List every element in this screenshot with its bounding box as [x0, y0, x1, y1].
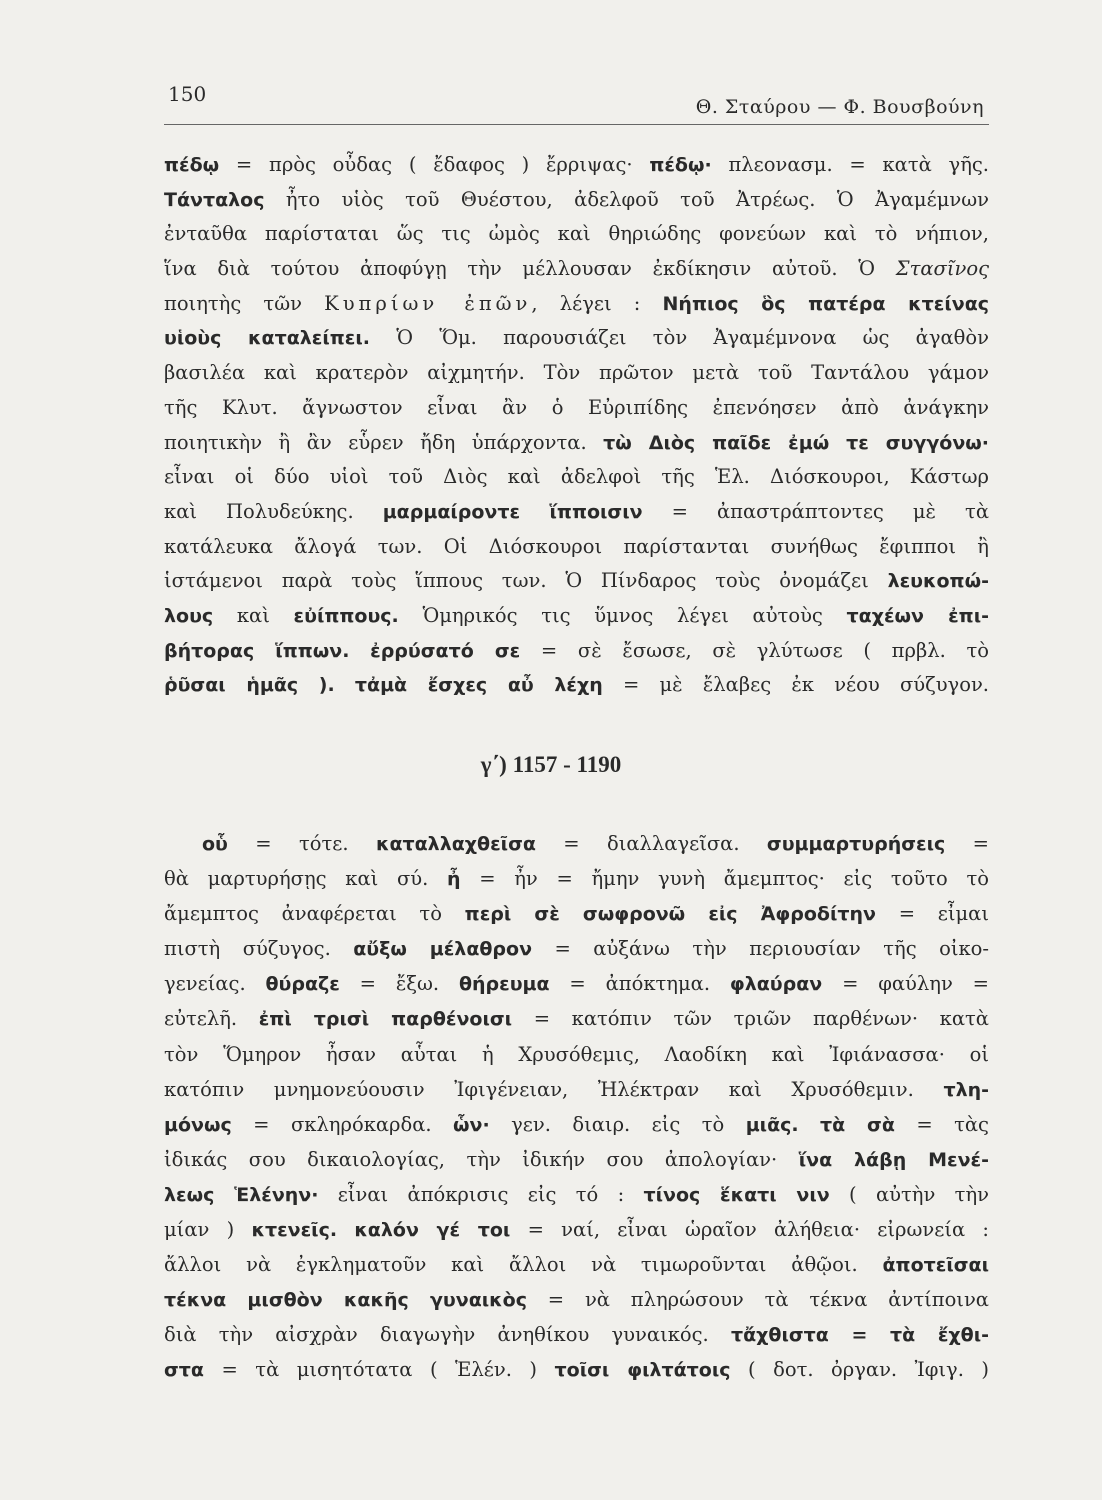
- header-rule: [164, 124, 989, 125]
- text-line: ποιητικὴν ἢ ἂν εὗρεν ἤδη ὑπάρχοντα. τὼ Διὸς παῖδε ἐμώ τε συγγόνω·: [164, 430, 989, 454]
- text-line: λους καὶ εὐίππους. Ὁμηρικός τις ὕμνος λέγει αὐτοὺς ταχέων ἐπι-: [164, 603, 989, 627]
- section-heading: γ΄) 1157 - 1190: [480, 752, 622, 777]
- page-number: 150: [168, 82, 207, 106]
- text-line: Τάνταλος ἦτο υἱὸς τοῦ Θυέστου, ἀδελφοῦ τοῦ Ἀτρέως. Ὁ Ἀγαμέμνων: [164, 187, 989, 211]
- running-head: Θ. Σταύρου — Φ. Βουσβούνη: [695, 96, 984, 118]
- text-line: ῥῦσαι ἡμᾶς ). τἀμὰ ἔσχες αὖ λέχη = μὲ ἔλαβες ἐκ νέου σύζυγον.: [164, 673, 990, 697]
- text-line: τέκνα μισθὸν κακῆς γυναικὸς = νὰ πληρώσουν τὰ τέκνα ἀντίποινα: [164, 1288, 989, 1312]
- text-line: υἱοὺς καταλείπει. Ὁ Ὅμ. παρουσιάζει τὸν Ἀγαμέμνονα ὡς ἀγαθὸν: [164, 326, 989, 350]
- text-line: εἶναι οἱ δύο υἱοὶ τοῦ Διὸς καὶ ἀδελφοὶ τῆς Ἑλ. Διόσκουροι, Κάστωρ: [164, 465, 989, 489]
- text-line: στα = τὰ μισητότατα ( Ἑλέν. ) τοῖσι φιλτάτοις ( δοτ. ὀργαν. Ἰφιγ. ): [164, 1358, 989, 1382]
- text-line: βασιλέα καὶ κρατερὸν αἰχμητήν. Τὸν πρῶτον μετὰ τοῦ Ταντάλου γάμον: [164, 361, 989, 385]
- text-line: ἱστάμενοι παρὰ τοὺς ἵππους των. Ὁ Πίνδαρος τοὺς ὀνομάζει λευκοπώ-: [164, 569, 989, 593]
- text-line: εὐτελῆ. ἐπὶ τρισὶ παρθένοισι = κατόπιν τῶν τριῶν παρθένων· κατὰ: [164, 1007, 989, 1031]
- text-line: θὰ μαρτυρήσῃς καὶ σύ. ἦ = ἦν = ἤμην γυνὴ ἄμεμπτος· εἰς τοῦτο τὸ: [164, 867, 989, 891]
- text-line: ἐνταῦθα παρίσταται ὥς τις ὠμὸς καὶ θηριώδης φονεύων καὶ τὸ νήπιον,: [164, 222, 989, 246]
- text-line: ἄμεμπτος ἀναφέρεται τὸ περὶ σὲ σωφρονῶ εἰς Ἀφροδίτην = εἶμαι: [164, 902, 989, 926]
- text-line: ἰδικάς σου δικαιολογίας, τὴν ἰδικήν σου ἀπολογίαν· ἵνα λάβῃ Μενέ-: [164, 1147, 989, 1171]
- text-line: διὰ τὴν αἰσχρὰν διαγωγὴν ἀνηθίκου γυναικός. τἄχθιστα = τὰ ἔχθι-: [164, 1323, 989, 1347]
- text-line: ποιητὴς τῶν Κυπρίων ἐπῶν, λέγει : Νήπιος ὃς πατέρα κτείνας: [164, 291, 990, 315]
- text-line: ἄλλοι νὰ ἐγκληματοῦν καὶ ἄλλοι νὰ τιμωροῦνται ἀθῷοι. ἀποτεῖσαι: [164, 1253, 989, 1277]
- text-line: γενείας. θύραζε = ἔξω. θήρευμα = ἀπόκτημα. φλαύραν = φαύλην =: [164, 972, 989, 996]
- text-line: τὸν Ὅμηρον ἦσαν αὗται ἡ Χρυσόθεμις, Λαοδίκη καὶ Ἰφιάνασσα· οἱ: [164, 1042, 989, 1066]
- commentary-block-1: [164, 148, 989, 703]
- text-line: κατάλευκα ἄλογά των. Οἱ Διόσκουροι παρίστανται συνήθως ἔφιπποι ἢ: [164, 534, 989, 558]
- commentary-block-2: [164, 826, 989, 1388]
- text-line: πιστὴ σύζυγος. αὔξω μέλαθρον = αὐξάνω τὴν περιουσίαν τῆς οἰκο-: [164, 937, 989, 961]
- text-line: ἵνα διὰ τούτου ἀποφύγῃ τὴν μέλλουσαν ἐκδίκησιν αὐτοῦ. Ὁ Στασῖνος: [164, 257, 989, 281]
- text-line: λεως Ἑλένην· εἶναι ἀπόκρισις εἰς τό : τίνος ἕκατι νιν ( αὐτὴν τὴν: [164, 1182, 989, 1206]
- text-line: μόνως = σκληρόκαρδα. ὧν· γεν. διαιρ. εἰς τὸ μιᾶς. τὰ σὰ = τὰς: [164, 1112, 989, 1136]
- text-line: βήτορας ἵππων. ἐρρύσατό σε = σὲ ἔσωσε, σὲ γλύτωσε ( πρβλ. τὸ: [164, 638, 989, 662]
- text-line: καὶ Πολυδεύκης. μαρμαίροντε ἵπποισιν = ἀπαστράπτοντες μὲ τὰ: [164, 499, 990, 523]
- text-line: μίαν ) κτενεῖς. καλόν γέ τοι = ναί, εἶναι ὡραῖον ἀλήθεια· εἰρωνεία :: [164, 1218, 989, 1242]
- text-line: οὗ = τότε. καταλλαχθεῖσα = διαλλαγεῖσα. συμμαρτυρήσεις =: [202, 832, 989, 855]
- text-line: πέδῳ = πρὸς οὖδας ( ἔδαφος ) ἔρριψας· πέδῳ· πλεονασμ. = κατὰ γῆς.: [164, 153, 990, 176]
- text-line: τῆς Κλυτ. ἄγνωστον εἶναι ἂν ὁ Εὐριπίδης ἐπενόησεν ἀπὸ ἀνάγκην: [164, 395, 989, 419]
- text-line: κατόπιν μνημονεύουσιν Ἰφιγένειαν, Ἠλέκτραν καὶ Χρυσόθεμιν. τλη-: [164, 1077, 989, 1101]
